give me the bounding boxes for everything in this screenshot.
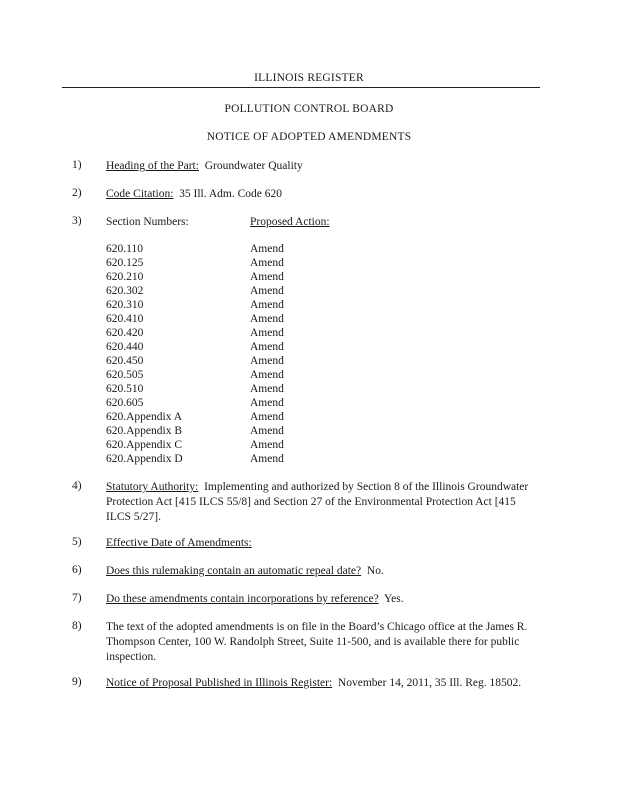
section-number: 620.Appendix D xyxy=(106,453,183,465)
item-4-text xyxy=(106,480,536,525)
section-number: 620.Appendix B xyxy=(106,425,183,437)
section-row xyxy=(106,284,370,298)
section-row xyxy=(106,438,370,452)
section-action: Amend xyxy=(250,313,284,325)
section-action: Amend xyxy=(250,439,284,451)
section-row xyxy=(106,410,370,424)
item-5-label: Effective Date of Amendments: xyxy=(106,537,252,549)
item-8-number: 8) xyxy=(72,620,82,632)
item-3-number: 3) xyxy=(72,215,82,227)
section-number: 620.450 xyxy=(106,355,144,367)
section-number: 620.Appendix A xyxy=(106,411,183,423)
section-action: Amend xyxy=(250,355,284,367)
section-action: Amend xyxy=(250,243,284,255)
item-4-value: Implementing and authorized by Section 8 of the Illinois Groundwater Protection Act [415 ILCS 55/8] and Section 27 of the Environmental Protection Act [415 ILCS 5/27]. xyxy=(106,481,529,523)
item-2-text xyxy=(106,187,536,202)
item-9-number: 9) xyxy=(72,676,82,688)
item-2-number: 2) xyxy=(72,187,82,199)
section-row xyxy=(106,368,370,382)
section-row xyxy=(106,354,370,368)
section-action: Amend xyxy=(250,369,284,381)
section-action: Amend xyxy=(250,453,284,465)
item-2-label: Code Citation: xyxy=(106,188,174,200)
item-1-value: Groundwater Quality xyxy=(204,160,303,172)
section-row xyxy=(106,396,370,410)
section-numbers-label: Section Numbers: xyxy=(106,216,189,228)
item-8-text: The text of the adopted amendments is on file in the Board’s Chicago office at the James R. Thompson Center, 100 W. Randolph Street, Suite 11-500, and is available there for public inspection. xyxy=(106,621,528,663)
section-number: 620.440 xyxy=(106,341,144,353)
item-5-text xyxy=(106,536,536,551)
board-title: POLLUTION CONTROL BOARD xyxy=(224,103,394,115)
item-3-text xyxy=(106,215,536,230)
item-9-label: Notice of Proposal Published in Illinois Register: xyxy=(106,677,333,689)
item-7-text xyxy=(106,592,536,607)
item-5-number: 5) xyxy=(72,536,82,548)
section-action: Amend xyxy=(250,257,284,269)
item-4-label: Statutory Authority: xyxy=(106,481,199,493)
section-number: 620.210 xyxy=(106,271,144,283)
section-number: 620.125 xyxy=(106,257,144,269)
section-number: 620.410 xyxy=(106,313,144,325)
section-number: 620.505 xyxy=(106,369,144,381)
item-9-text xyxy=(106,676,536,691)
section-number: 620.510 xyxy=(106,383,144,395)
section-action: Amend xyxy=(250,271,284,283)
section-number: 620.420 xyxy=(106,327,144,339)
section-action: Amend xyxy=(250,383,284,395)
item-7-number: 7) xyxy=(72,592,82,604)
section-action: Amend xyxy=(250,411,284,423)
item-7-value: Yes. xyxy=(384,593,404,605)
item-6-label: Does this rulemaking contain an automatic repeal date? xyxy=(106,565,362,577)
item-6-text xyxy=(106,564,536,579)
item-2-value: 35 Ill. Adm. Code 620 xyxy=(179,188,283,200)
section-row xyxy=(106,340,370,354)
item-1-label: Heading of the Part: xyxy=(106,160,199,172)
section-action: Amend xyxy=(250,285,284,297)
proposed-action-label: Proposed Action: xyxy=(250,216,330,228)
item-6-value: No. xyxy=(366,565,384,577)
section-action: Amend xyxy=(250,397,284,409)
item-4-number: 4) xyxy=(72,480,82,492)
section-action: Amend xyxy=(250,327,284,339)
section-number: 620.605 xyxy=(106,397,144,409)
section-row xyxy=(106,256,370,270)
item-1-text xyxy=(106,159,536,174)
section-number: 620.110 xyxy=(106,243,143,255)
section-list xyxy=(106,242,370,466)
item-1-number: 1) xyxy=(72,159,82,171)
section-number: 620.302 xyxy=(106,285,144,297)
item-7-label: Do these amendments contain incorporations by reference? xyxy=(106,593,379,605)
section-row xyxy=(106,424,370,438)
notice-title: NOTICE OF ADOPTED AMENDMENTS xyxy=(206,131,412,143)
item-9-value: November 14, 2011, 35 Ill. Reg. 18502. xyxy=(337,677,522,689)
section-number: 620.310 xyxy=(106,299,144,311)
section-row xyxy=(106,326,370,340)
section-action: Amend xyxy=(250,425,284,437)
item-6-number: 6) xyxy=(72,564,82,576)
section-action: Amend xyxy=(250,299,284,311)
section-row xyxy=(106,242,370,256)
section-row xyxy=(106,312,370,326)
register-title: ILLINOIS REGISTER xyxy=(254,72,364,84)
section-action: Amend xyxy=(250,341,284,353)
section-row xyxy=(106,298,370,312)
section-row xyxy=(106,452,370,466)
section-row xyxy=(106,270,370,284)
header-rule xyxy=(62,87,540,88)
section-number: 620.Appendix C xyxy=(106,439,183,451)
section-row xyxy=(106,382,370,396)
